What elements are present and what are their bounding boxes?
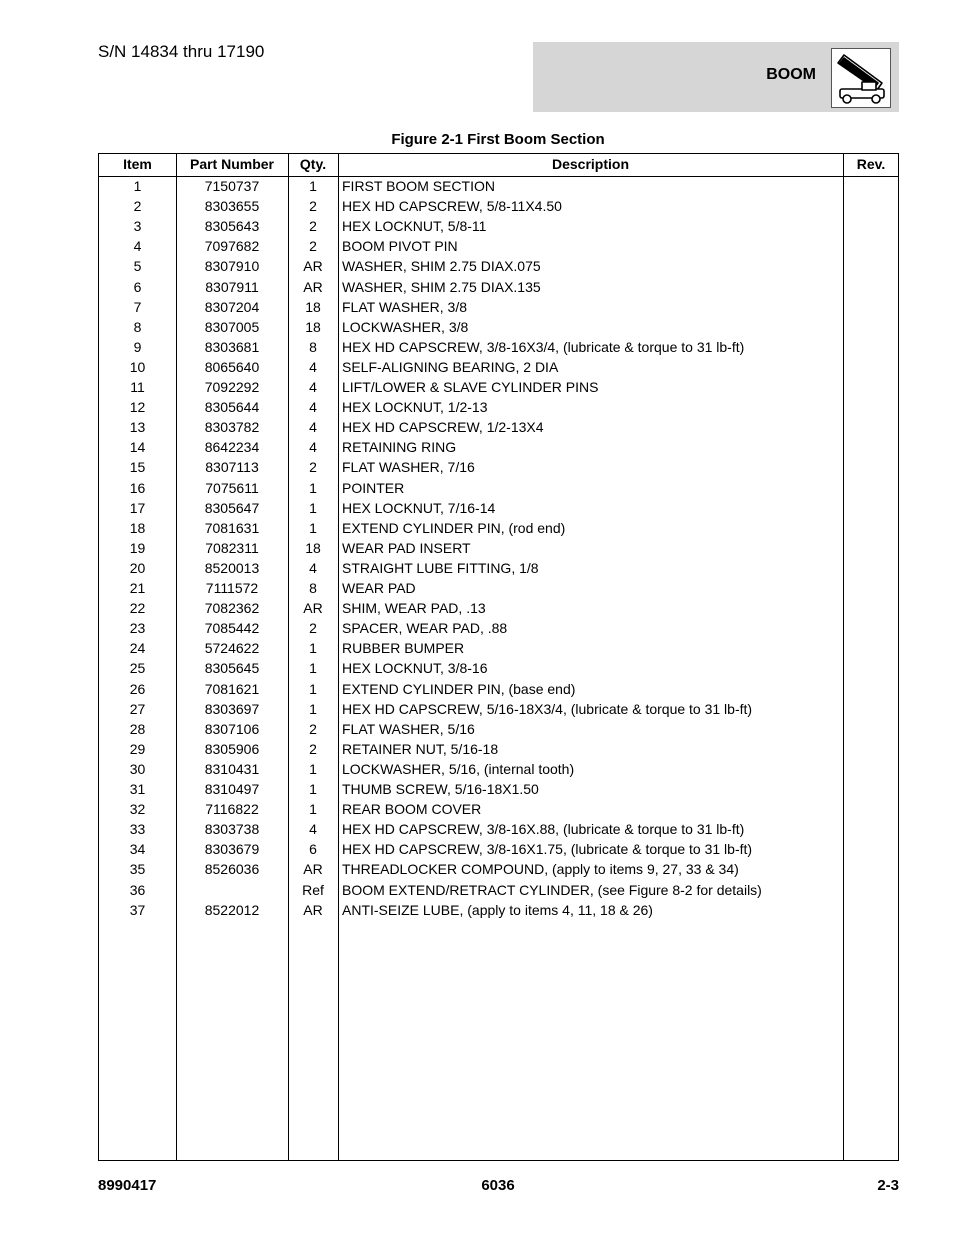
table-row: [99, 639, 898, 659]
header-part-number: Part Number: [189, 156, 275, 172]
row-item: 37: [129, 901, 146, 918]
row-description: FLAT WASHER, 5/16: [342, 720, 475, 737]
row-part-number: 8303681: [204, 338, 260, 355]
table-row: [99, 217, 898, 237]
row-part-number: 7097682: [204, 238, 260, 255]
row-part-number: 8520013: [204, 559, 260, 576]
row-qty: 8: [309, 580, 317, 596]
row-qty: 4: [309, 379, 317, 395]
row-qty: 4: [309, 399, 317, 416]
row-description: SPACER, WEAR PAD, .88: [342, 620, 508, 637]
row-part-number: 8305645: [204, 660, 260, 677]
row-part-number: 7081631: [204, 519, 260, 536]
row-item: 21: [129, 580, 146, 596]
section-label: BOOM: [766, 66, 816, 83]
row-qty: 1: [309, 680, 317, 697]
row-qty: 2: [309, 238, 317, 255]
row-qty: AR: [303, 901, 323, 918]
row-description: HEX HD CAPSCREW, 3/8-16X1.75, (lubricate & torque to 31 lb-ft): [342, 841, 753, 858]
serial-range: S/N 14834 thru 17190: [98, 42, 265, 61]
section-header: [533, 42, 899, 112]
row-part-number: 8522012: [204, 901, 260, 918]
row-description: HEX HD CAPSCREW, 3/8-16X3/4, (lubricate & torque to 31 lb-ft): [342, 338, 745, 355]
row-qty: 4: [309, 439, 317, 456]
row-description: REAR BOOM COVER: [342, 801, 482, 818]
telehandler-boom-icon: [831, 48, 891, 108]
row-item: 34: [129, 841, 146, 858]
row-item: 18: [129, 519, 146, 536]
table-row: [99, 197, 898, 217]
row-qty: 1: [309, 700, 317, 717]
table-row: [99, 700, 898, 720]
row-item: 28: [129, 720, 146, 737]
row-qty: 2: [309, 198, 317, 215]
row-description: EXTEND CYLINDER PIN, (rod end): [342, 519, 566, 536]
table-row: [99, 840, 898, 860]
table-row: [99, 458, 898, 478]
row-part-number: 8307005: [204, 318, 260, 335]
row-item: 24: [129, 640, 146, 657]
row-description: FIRST BOOM SECTION: [342, 178, 495, 194]
row-item: 4: [133, 238, 142, 255]
row-part-number: 8065640: [204, 358, 260, 375]
row-item: 32: [129, 801, 146, 818]
row-part-number: 8526036: [204, 861, 260, 878]
row-qty: 1: [309, 640, 317, 657]
row-item: 20: [129, 559, 146, 576]
table-row: [99, 358, 898, 378]
row-item: 7: [133, 298, 142, 315]
row-item: 23: [129, 620, 146, 637]
row-part-number: 8307204: [204, 298, 260, 315]
row-part-number: 8307106: [204, 720, 260, 737]
row-part-number: 8305647: [204, 499, 260, 516]
row-qty: 18: [305, 298, 321, 315]
row-part-number: 8307113: [205, 459, 259, 476]
row-qty: 2: [309, 459, 317, 476]
parts-table: [98, 153, 899, 1161]
row-part-number: 5724622: [204, 640, 260, 657]
table-row: [99, 257, 898, 277]
row-part-number: 7092292: [204, 379, 260, 395]
row-qty: 1: [309, 499, 317, 516]
table-row: [99, 479, 898, 499]
row-part-number: 8642234: [204, 439, 260, 456]
row-item: 22: [129, 600, 146, 617]
table-row: [99, 800, 898, 820]
row-item: 35: [129, 861, 146, 878]
row-item: 9: [133, 338, 142, 355]
row-item: 10: [129, 358, 146, 375]
table-row: [99, 418, 898, 438]
row-description: POINTER: [342, 479, 405, 496]
table-row: [99, 720, 898, 740]
row-description: LIFT/LOWER & SLAVE CYLINDER PINS: [342, 379, 599, 395]
row-qty: Ref: [302, 881, 324, 898]
row-description: HEX LOCKNUT, 3/8-16: [342, 660, 488, 677]
row-item: 26: [129, 680, 146, 697]
table-row: [99, 298, 898, 318]
table-header: [99, 154, 898, 177]
row-qty: 4: [309, 559, 317, 576]
row-description: THREADLOCKER COMPOUND, (apply to items 9, 27, 33 & 34): [342, 861, 739, 878]
row-qty: 4: [309, 358, 317, 375]
table-row: [99, 760, 898, 780]
row-description: HEX LOCKNUT, 1/2-13: [342, 399, 488, 416]
row-item: 2: [133, 198, 142, 215]
table-row: [99, 881, 898, 901]
table-row: [99, 820, 898, 840]
row-description: SHIM, WEAR PAD, .13: [342, 600, 486, 617]
row-description: HEX HD CAPSCREW, 5/16-18X3/4, (lubricate & torque to 31 lb-ft): [342, 700, 753, 717]
table-row: [99, 519, 898, 539]
row-description: HEX HD CAPSCREW, 3/8-16X.88, (lubricate & torque to 31 lb-ft): [342, 821, 745, 838]
footer-page-number: 2-3: [877, 1177, 899, 1194]
row-part-number: 8303679: [204, 841, 260, 858]
row-part-number: 8303782: [204, 419, 260, 436]
footer-model: 6036: [481, 1177, 515, 1194]
header-description: Description: [551, 156, 629, 172]
table-row: [99, 539, 898, 559]
row-description: WEAR PAD INSERT: [342, 539, 471, 556]
row-description: THUMB SCREW, 5/16-18X1.50: [342, 781, 539, 797]
row-part-number: 8305644: [204, 399, 260, 416]
row-qty: 8: [309, 338, 317, 355]
row-qty: 1: [309, 781, 317, 797]
row-item: 31: [129, 781, 146, 797]
table-row: [99, 860, 898, 880]
row-item: 33: [129, 821, 146, 838]
row-item: 12: [129, 399, 146, 416]
row-item: 27: [129, 700, 146, 717]
row-item: 1: [133, 178, 142, 194]
row-description: ANTI-SEIZE LUBE, (apply to items 4, 11, 18 & 26): [342, 901, 653, 918]
row-qty: 18: [305, 539, 321, 556]
row-description: HEX LOCKNUT, 7/16-14: [342, 499, 496, 516]
row-qty: 6: [309, 841, 317, 858]
row-item: 13: [129, 419, 146, 436]
table-row: [99, 599, 898, 619]
table-row: [99, 398, 898, 418]
row-description: FLAT WASHER, 3/8: [342, 298, 467, 315]
row-description: WEAR PAD: [342, 580, 416, 596]
row-qty: 2: [309, 218, 317, 235]
table-row: [99, 619, 898, 639]
table-row: [99, 278, 898, 298]
row-qty: 4: [309, 821, 317, 838]
row-qty: 2: [309, 720, 317, 737]
row-qty: AR: [303, 258, 323, 275]
row-item: 17: [129, 499, 146, 516]
row-description: RETAINER NUT, 5/16-18: [342, 740, 499, 757]
row-part-number: 8305906: [204, 740, 260, 757]
table-row: [99, 177, 898, 197]
row-description: HEX HD CAPSCREW, 5/8-11X4.50: [342, 198, 562, 215]
row-description: HEX HD CAPSCREW, 1/2-13X4: [342, 419, 544, 436]
row-description: SELF-ALIGNING BEARING, 2 DIA: [342, 358, 559, 375]
table-row: [99, 318, 898, 338]
row-part-number: 8303738: [204, 821, 260, 838]
row-item: 11: [130, 379, 145, 395]
row-part-number: 8305643: [204, 218, 260, 235]
row-description: EXTEND CYLINDER PIN, (base end): [342, 680, 576, 697]
row-item: 3: [133, 218, 142, 235]
row-qty: 2: [309, 740, 317, 757]
table-row: [99, 659, 898, 679]
row-part-number: 7082311: [205, 539, 259, 556]
row-description: STRAIGHT LUBE FITTING, 1/8: [342, 559, 539, 576]
row-part-number: 7150737: [204, 178, 260, 194]
table-row: [99, 579, 898, 599]
row-description: RETAINING RING: [342, 439, 457, 456]
row-qty: 1: [309, 178, 317, 194]
row-part-number: 7085442: [204, 620, 260, 637]
row-qty: AR: [303, 278, 323, 295]
row-item: 14: [129, 439, 146, 456]
row-description: LOCKWASHER, 3/8: [342, 318, 469, 335]
row-qty: 4: [309, 419, 317, 436]
row-part-number: 8303655: [204, 198, 260, 215]
row-qty: 1: [309, 760, 317, 777]
table-row: [99, 237, 898, 257]
row-qty: 18: [305, 318, 321, 335]
row-part-number: 7111572: [205, 580, 259, 596]
row-description: HEX LOCKNUT, 5/8-11: [342, 218, 487, 235]
table-row: [99, 499, 898, 519]
row-part-number: 8310497: [204, 781, 260, 797]
row-part-number: 7075611: [205, 479, 259, 496]
row-qty: 1: [309, 479, 317, 496]
table-row: [99, 378, 898, 398]
row-part-number: 8307910: [204, 258, 260, 275]
table-row: [99, 438, 898, 458]
row-qty: AR: [303, 600, 323, 617]
table-row: [99, 559, 898, 579]
row-part-number: 7082362: [204, 600, 260, 617]
table-row: [99, 338, 898, 358]
row-qty: 2: [309, 620, 317, 637]
row-item: 30: [129, 760, 146, 777]
row-item: 5: [133, 258, 142, 275]
row-part-number: 8303697: [204, 700, 260, 717]
table-row: [99, 680, 898, 700]
table-row: [99, 780, 898, 800]
row-description: WASHER, SHIM 2.75 DIAX.075: [342, 258, 541, 275]
row-description: WASHER, SHIM 2.75 DIAX.135: [342, 278, 541, 295]
row-description: BOOM PIVOT PIN: [342, 238, 458, 255]
row-part-number: 8310431: [204, 760, 260, 777]
row-item: 16: [129, 479, 146, 496]
row-qty: 1: [309, 519, 317, 536]
row-item: 19: [129, 539, 146, 556]
header-rev: Rev.: [856, 156, 886, 172]
header-qty: Qty.: [299, 156, 327, 172]
table-row: [99, 740, 898, 760]
row-item: 15: [129, 459, 146, 476]
figure-title: Figure 2-1 First Boom Section: [391, 131, 605, 148]
row-item: 29: [129, 740, 146, 757]
row-description: LOCKWASHER, 5/16, (internal tooth): [342, 760, 575, 777]
row-description: RUBBER BUMPER: [342, 640, 465, 657]
footer-doc-number: 8990417: [98, 1177, 157, 1194]
row-part-number: 7116822: [205, 801, 259, 818]
row-item: 8: [133, 318, 142, 335]
table-row: [99, 901, 898, 921]
row-qty: 1: [309, 660, 317, 677]
row-item: 6: [133, 278, 142, 295]
row-description: FLAT WASHER, 7/16: [342, 459, 475, 476]
row-description: BOOM EXTEND/RETRACT CYLINDER, (see Figure 8-2 for details): [342, 881, 762, 898]
row-item: 25: [129, 660, 146, 677]
row-item: 36: [129, 881, 146, 898]
row-qty: 1: [309, 801, 317, 818]
row-qty: AR: [303, 861, 323, 878]
header-item: Item: [123, 156, 152, 172]
row-part-number: 7081621: [204, 680, 260, 697]
row-part-number: 8307911: [205, 278, 259, 295]
